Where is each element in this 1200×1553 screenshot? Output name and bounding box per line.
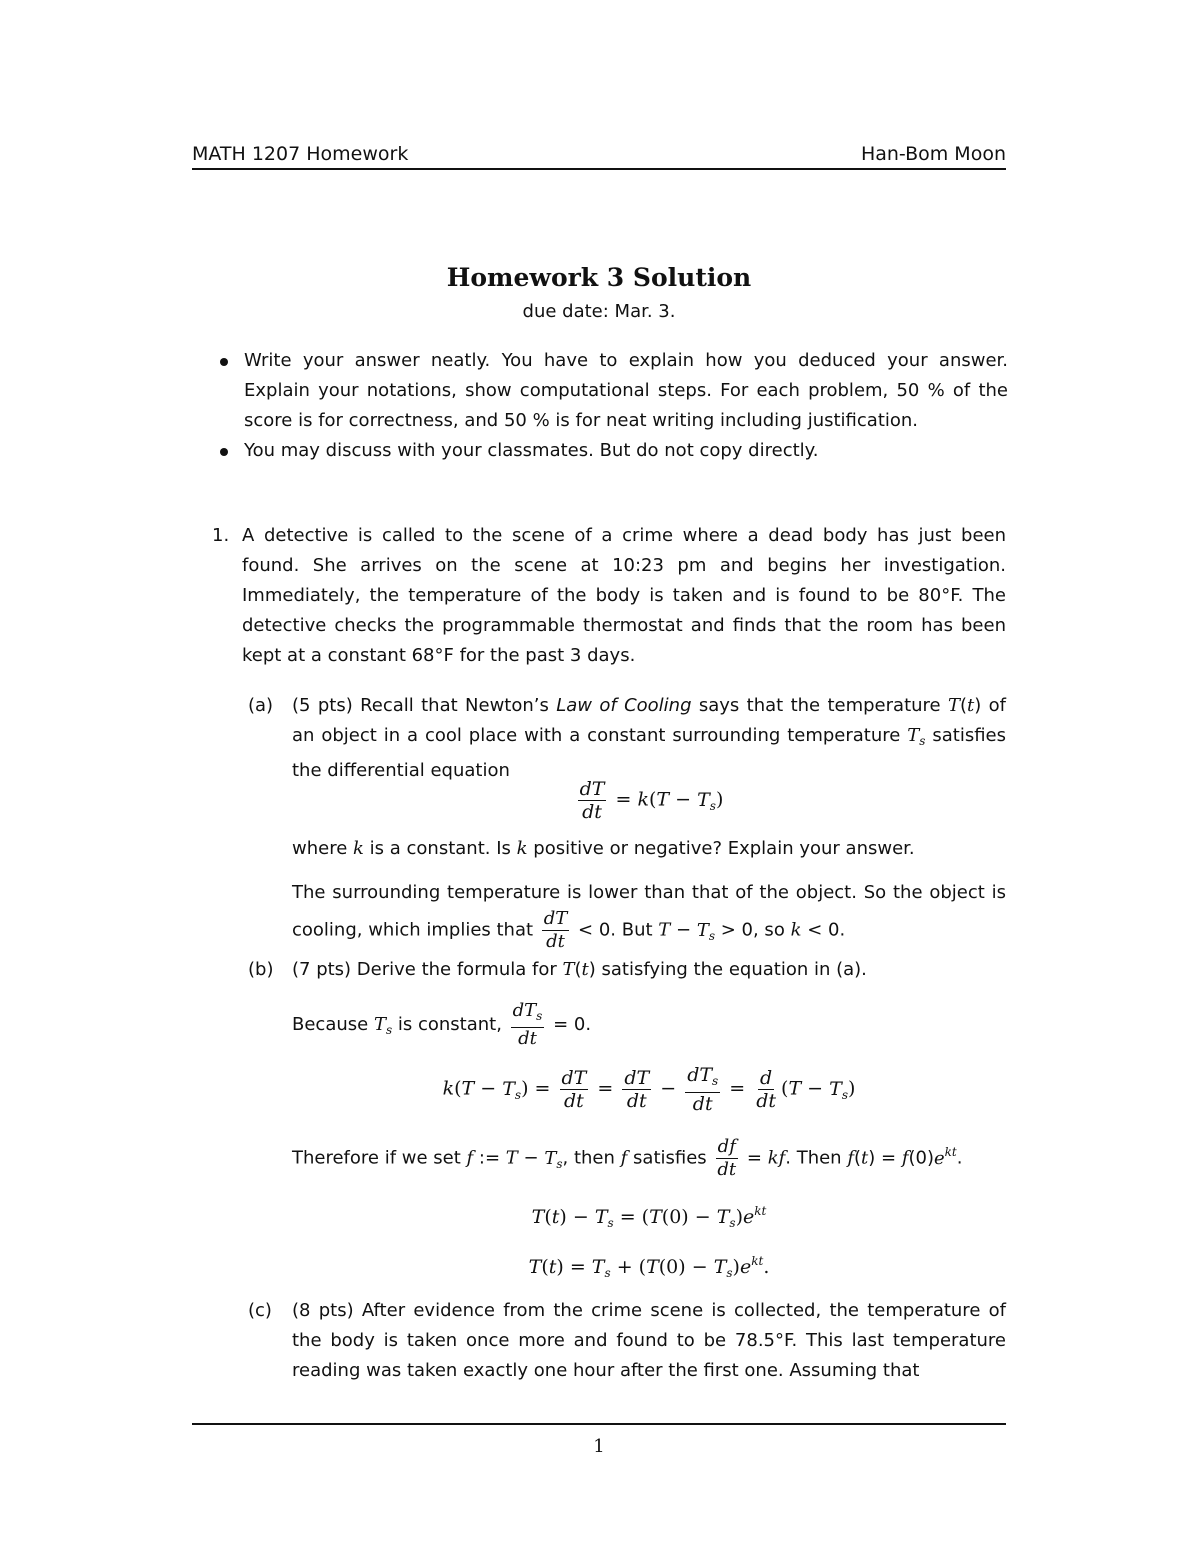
part-b-prompt: (7 pts) Derive the formula for T(t) satisfying the equation in (a). [292,959,867,980]
part-c-prompt: (8 pts) After evidence from the crime scene is collected, the temperature of the body is taken once more and found to be 78.5°F. This last temperature reading was taken exactly one hour after the first one. Assuming that [292,1300,1006,1381]
part-b-step-1: Because $T_s$ is constant, $\frac{dT_s}{dt}$ = 0. [292,1000,592,1049]
part-label: (a) [248,695,274,716]
part-label: (c) [248,1300,272,1321]
part-a-prompt: (5 pts) Recall that Newton’s Law of Cooling says that the temperature T(t) of an object in a cool place with a constant surrounding temperature $T_s$ satisfies the differential equation [292,695,1006,781]
header-rule [192,168,1006,170]
course-name: MATH 1207 Homework [192,143,409,165]
part-a [248,691,1006,786]
part-b [248,955,1006,985]
author-name: Han-Bom Moon [860,143,1006,165]
instruction-item: You may discuss with your classmates. But do not copy directly. [218,436,1008,466]
footer-rule [192,1423,1006,1425]
instructions-list [218,346,1008,466]
due-date: due date: Mar. 3. [522,301,676,322]
part-c [248,1296,1006,1386]
page-number: 1 [593,1436,605,1457]
title-block [192,262,1006,324]
derivation-equation: $k(T - T_s)$ = $\frac{dT}{dt}$ = $\frac{dT}{dt}$ − $\frac{dT_s}{dt}$ = $\frac{d}{dt}$ $(T - T_s)$ [442,1064,856,1115]
problem-1 [212,521,1006,671]
instruction-item: Write your answer neatly. You have to explain how you deduced your answer. Explain your notations, show computational steps. For each problem, 50 % of the score is for correctness, and 50 % is for neat writing including justification. [218,346,1008,436]
document-title: Homework 3 Solution [446,263,752,292]
problem-number: 1. [212,525,230,546]
cooling-equation: $\frac{dT}{dt}$ = $k(T - T_s)$ [579,778,724,823]
running-header [192,142,1006,166]
solution-equation-2: $T(t) = T_s + (T(0) - T_s)e^{kt}$. [528,1254,770,1280]
part-a-question: where k is a constant. Is k positive or negative? Explain your answer. [292,838,915,859]
bullet-icon [220,358,228,366]
part-a-answer: The surrounding temperature is lower than that of the object. So the object is cooling, which implies that $\frac{dT}{dt}$ < 0. But $T - T_s > 0$, so k < 0. [292,882,1006,952]
part-b-step-2: Therefore if we set f := $T - T_s$, then f satisfies $\frac{df}{dt}$ = kf. Then $f(t) = f(0)e^{kt}$. [292,1136,963,1180]
part-label: (b) [248,959,274,980]
bullet-icon [220,448,228,456]
solution-equation-1: $T(t) - T_s = (T(0) - T_s)e^{kt}$ [531,1204,767,1230]
problem-text: A detective is called to the scene of a crime where a dead body has just been found. She arrives on the scene at 10:23 pm and begins her investigation. Immediately, the temperature of the body is taken and is found to be 80°F. The detective checks the programmable thermostat and finds that the room has been kept at a constant 68°F for the past 3 days. [242,525,1006,666]
